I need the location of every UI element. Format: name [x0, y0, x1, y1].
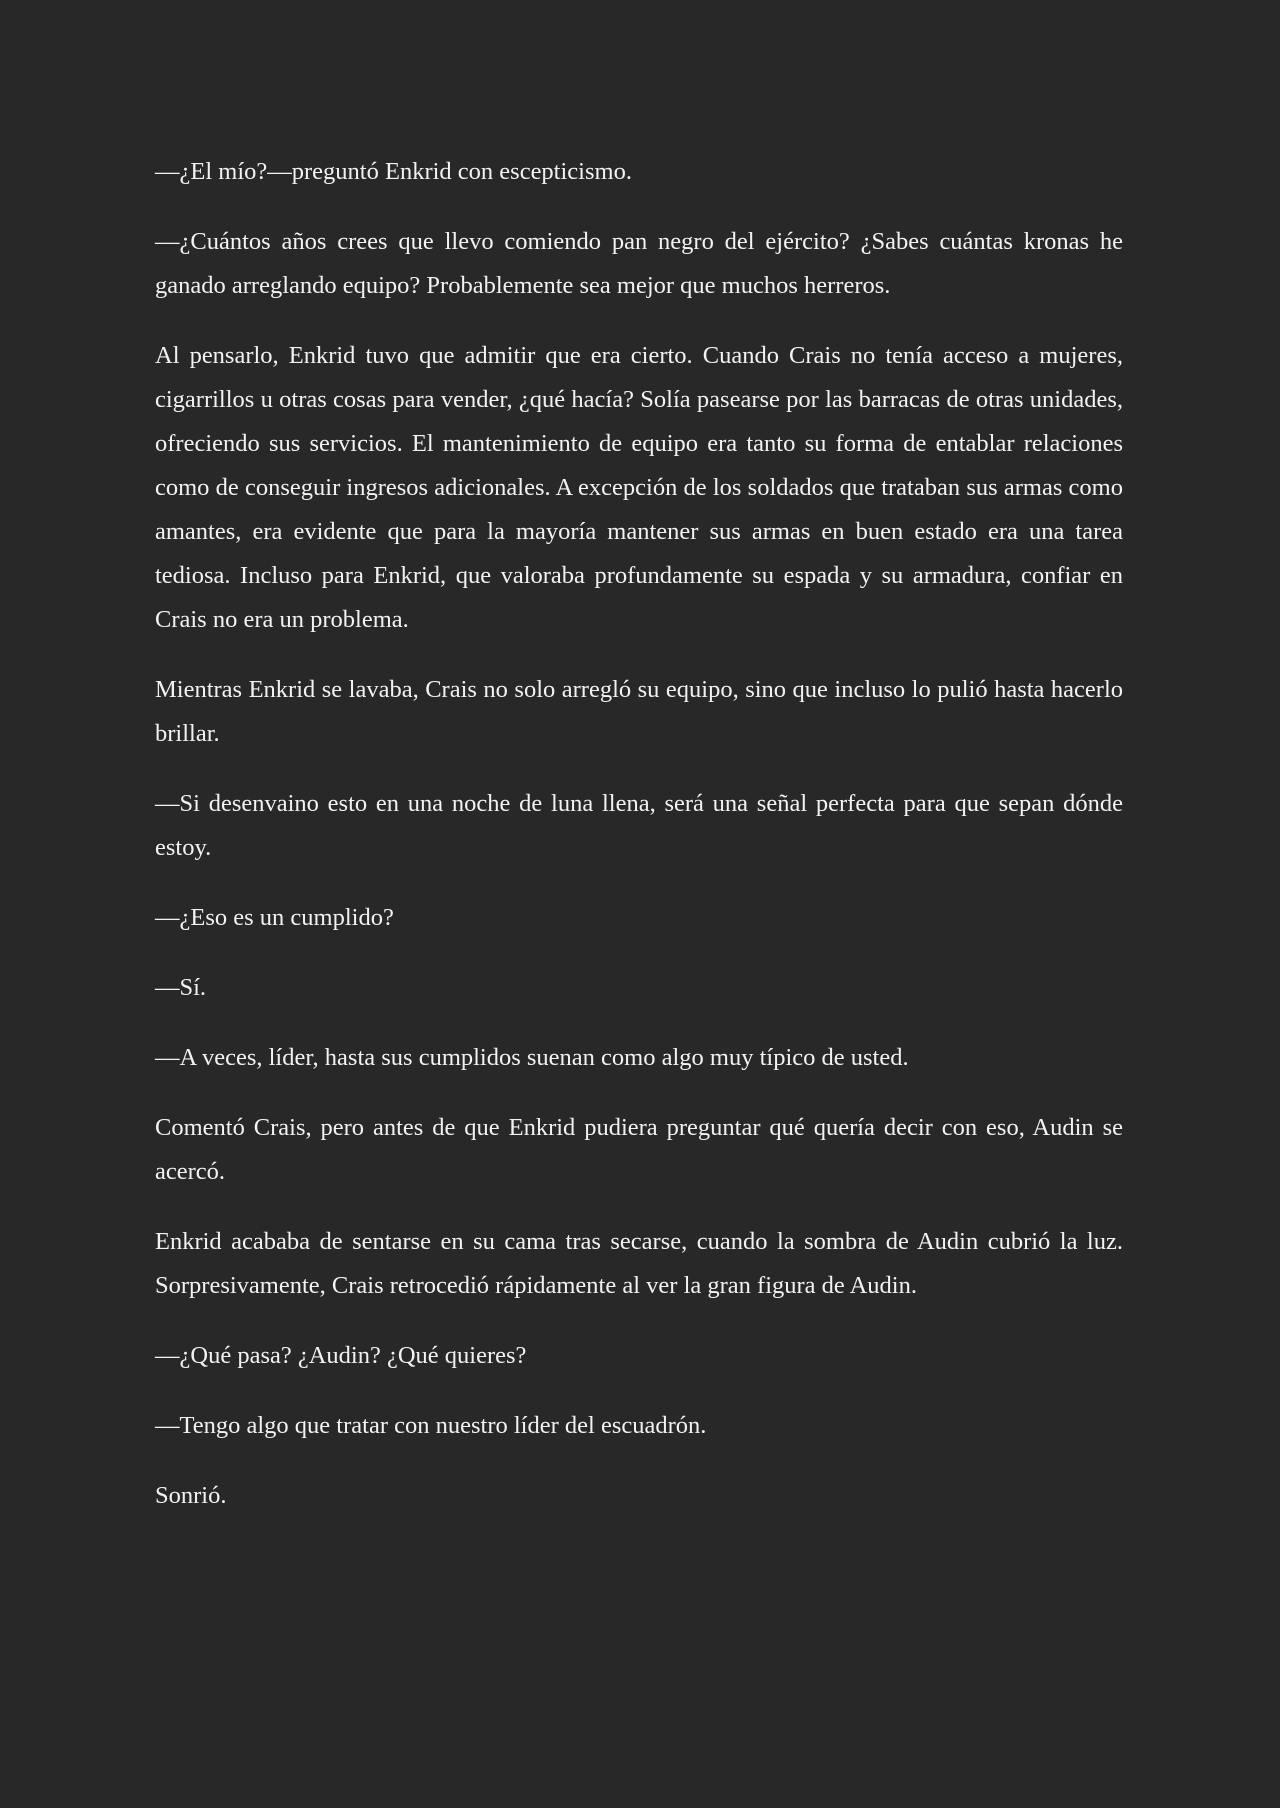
- document-page: [155, 150, 1123, 1544]
- paragraph: —¿Eso es un cumplido?: [155, 904, 394, 931]
- paragraph: —¿Qué pasa? ¿Audin? ¿Qué quieres?: [155, 1342, 527, 1369]
- paragraph: Sonrió.: [155, 1482, 227, 1509]
- paragraph: —Tengo algo que tratar con nuestro líder del escuadrón.: [155, 1412, 707, 1439]
- paragraph: —Sí.: [155, 974, 207, 1001]
- paragraph: Al pensarlo, Enkrid tuvo que admitir que era cierto. Cuando Crais no tenía acceso a mujeres, cigarrillos u otras cosas para vender, ¿qué hacía? Solía pasearse por las barracas de otras unidades, ofreciendo sus servicios. El mantenimiento de equipo era tanto su forma de entablar relaciones como de conseguir ingresos adicionales. A excepción de los soldados que trataban sus armas como amantes, era evidente que para la mayoría mantener sus armas en buen estado era una tarea tediosa. Incluso para Enkrid, que valoraba profundamente su espada y su armadura, confiar en Crais no era un problema.: [155, 342, 1123, 633]
- paragraph: —¿El mío?—preguntó Enkrid con escepticismo.: [155, 158, 632, 185]
- paragraph: Mientras Enkrid se lavaba, Crais no solo arregló su equipo, sino que incluso lo pulió hasta hacerlo brillar.: [155, 676, 1123, 747]
- paragraph: —A veces, líder, hasta sus cumplidos suenan como algo muy típico de usted.: [155, 1044, 909, 1071]
- paragraph: —Si desenvaino esto en una noche de luna llena, será una señal perfecta para que sepan dónde estoy.: [155, 790, 1123, 861]
- paragraph: Enkrid acababa de sentarse en su cama tras secarse, cuando la sombra de Audin cubrió la luz. Sorpresivamente, Crais retrocedió rápidamente al ver la gran figura de Audin.: [155, 1228, 1123, 1299]
- paragraph: Comentó Crais, pero antes de que Enkrid pudiera preguntar qué quería decir con eso, Audin se acercó.: [155, 1114, 1123, 1185]
- paragraph: —¿Cuántos años crees que llevo comiendo pan negro del ejército? ¿Sabes cuántas kronas he ganado arreglando equipo? Probablemente sea mejor que muchos herreros.: [155, 228, 1123, 299]
